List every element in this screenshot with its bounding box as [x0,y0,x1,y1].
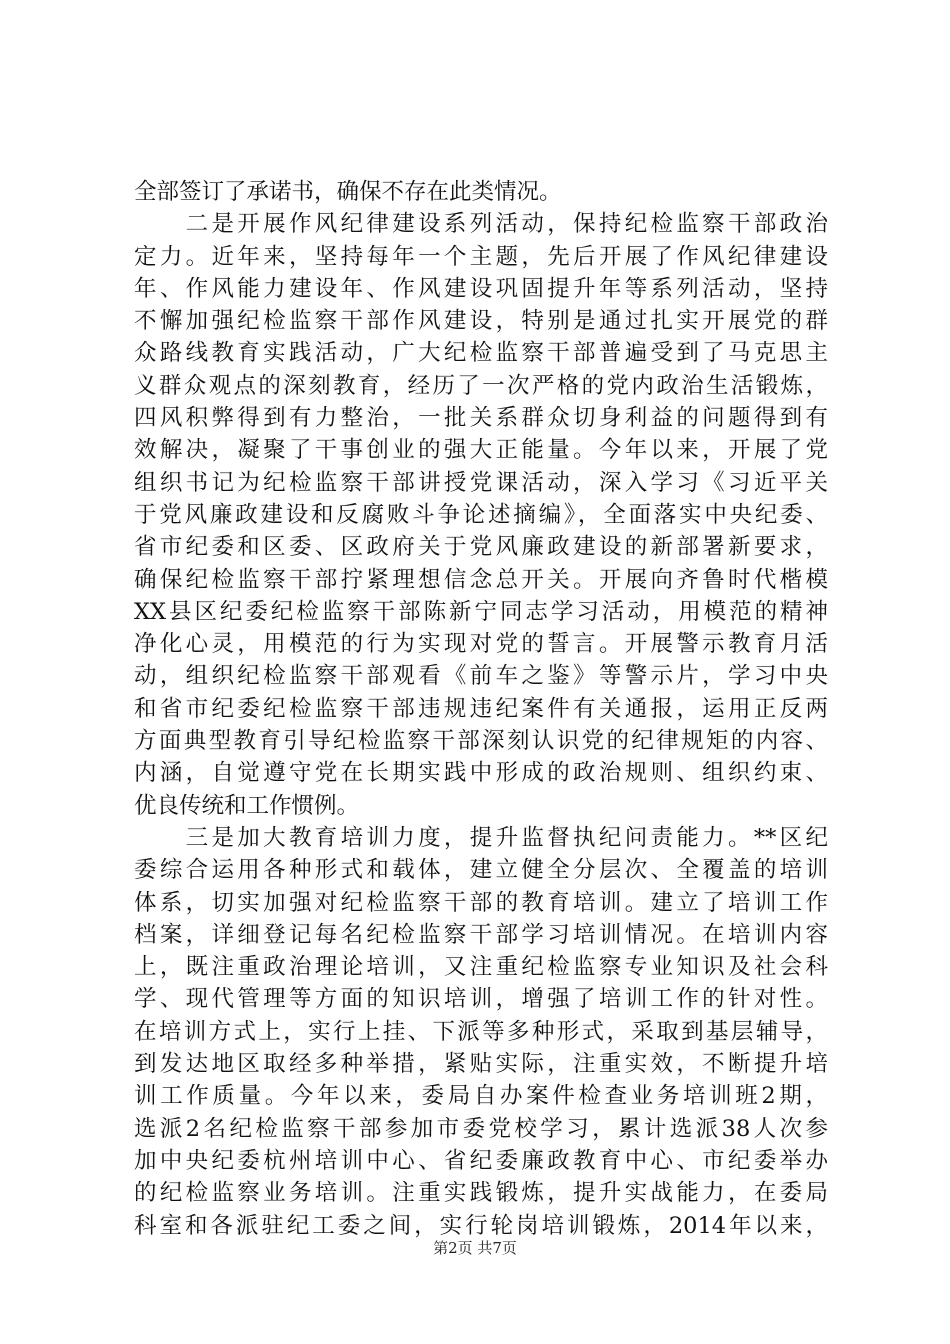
text-line: 全部签订了承诺书，确保不存在此类情况。 [134,179,562,205]
text-line: 动，组织纪检监察干部观看《前车之鉴》等警示片，学习中央 [134,663,828,690]
text-line: 年、作风能力建设年、作风建设巩固提升年等系列活动，坚持 [134,275,828,302]
text-line: 众路线教育实践活动，广大纪检监察干部普遍受到了马克思主 [134,340,828,367]
text-line: 学、现代管理等方面的知识培训，增强了培训工作的针对性。 [134,986,828,1013]
text-line: 科室和各派驻纪工委之间，实行轮岗培训锻炼，2014年以来， [134,1212,828,1239]
text-line: 体系，切实加强对纪检监察干部的教育培训。建立了培训工作 [134,889,828,916]
text-line: 在培训方式上，实行上挂、下派等多种形式，采取到基层辅导， [134,1018,828,1045]
text-line: 和省市纪委纪检监察干部违规违纪案件有关通报，运用正反两 [134,695,828,722]
text-line: 委综合运用各种形式和载体，建立健全分层次、全覆盖的培训 [134,857,828,884]
text-line: 定力。近年来，坚持每年一个主题，先后开展了作风纪律建设 [134,243,828,270]
text-line: 上，既注重政治理论培训，又注重纪检监察专业知识及社会科 [134,954,828,981]
text-line: 不懈加强纪检监察干部作风建设，特别是通过扎实开展党的群 [134,308,828,335]
text-line: 义群众观点的深刻教育，经历了一次严格的党内政治生活锻炼， [134,372,828,399]
text-line: 加中央纪委杭州培训中心、省纪委廉政教育中心、市纪委举办 [134,1147,828,1174]
text-line: 优良传统和工作惯例。 [134,792,360,819]
text-line: 的纪检监察业务培训。注重实践锻炼，提升实战能力，在委局 [134,1180,828,1207]
text-line: 省市纪委和区委、区政府关于党风廉政建设的新部署新要求， [134,534,828,561]
text-line: 选派2名纪检监察干部参加市委党校学习，累计选派38人次参 [134,1115,828,1142]
text-line: 二是开展作风纪律建设系列活动，保持纪检监察干部政治 [134,211,828,238]
text-line: 净化心灵，用模范的行为实现对党的誓言。开展警示教育月活 [134,631,828,658]
page-footer: 第2页 共7页 [433,1239,517,1257]
text-line: 到发达地区取经多种举措，紧贴实际，注重实效，不断提升培 [134,1051,828,1078]
document-body [134,176,828,1242]
text-line: 训工作质量。今年以来，委局自办案件检查业务培训班2期， [134,1083,828,1110]
text-line: 方面典型教育引导纪检监察干部深刻认识党的纪律规矩的内容、 [134,728,828,755]
text-line: 四风积弊得到有力整治，一批关系群众切身利益的问题得到有 [134,405,828,432]
text-line: 于党风廉政建设和反腐败斗争论述摘编》，全面落实中央纪委、 [134,501,828,528]
text-line: 组织书记为纪检监察干部讲授党课活动，深入学习《习近平关 [134,469,828,496]
text-line: 三是加大教育培训力度，提升监督执纪问责能力。**区纪 [134,824,828,851]
text-line: 内涵，自觉遵守党在长期实践中形成的政治规则、组织约束、 [134,760,828,787]
text-line: 效解决，凝聚了干事创业的强大正能量。今年以来，开展了党 [134,437,828,464]
text-line: 确保纪检监察干部拧紧理想信念总开关。开展向齐鲁时代楷模 [134,566,828,593]
text-line: XX县区纪委纪检监察干部陈新宁同志学习活动，用模范的精神 [134,598,828,625]
text-line: 档案，详细登记每名纪检监察干部学习培训情况。在培训内容 [134,921,828,948]
